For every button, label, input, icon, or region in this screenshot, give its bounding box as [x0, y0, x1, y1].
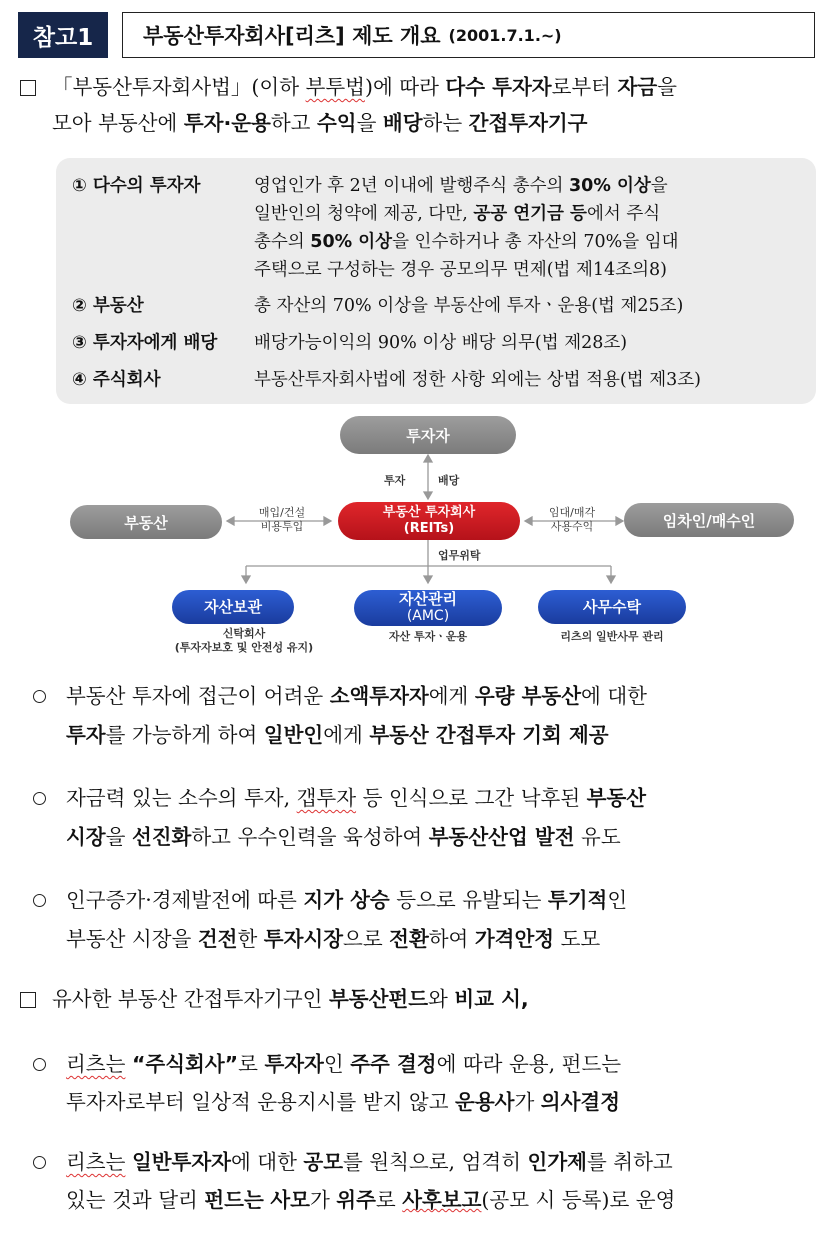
circle-bullet-icon	[33, 1058, 46, 1071]
effect-1-line-2	[66, 716, 822, 754]
effect-text: 인	[607, 888, 628, 912]
intro-text: 하는	[422, 111, 469, 135]
effect-bold: 전환	[389, 927, 429, 951]
purchase-label	[238, 506, 326, 534]
effect-bold: 일반인	[263, 723, 324, 747]
compare-2-line-2	[66, 1181, 822, 1219]
lease-text: 임대/매각	[548, 506, 596, 519]
effect-text: 에게	[428, 684, 475, 708]
req-text: 일반인의 청약에 제공, 다만,	[254, 204, 474, 224]
req-text: 을	[650, 176, 668, 196]
effect-text: 등으로 유발되는	[389, 888, 548, 912]
effect-bold: 가격안정	[474, 927, 555, 951]
reference-tag: 참고1	[18, 12, 108, 58]
compare-text: 가	[514, 1090, 541, 1114]
req-bold: 공공 연기금 등	[473, 204, 587, 224]
requirement-label: ① 다수의 투자자	[72, 176, 201, 196]
intro-text: 「부동산투자회사법」(이하	[52, 75, 306, 99]
effect-text: 부동산 투자에 접근이 어려운	[66, 684, 330, 708]
reits-node	[338, 502, 520, 540]
compare-bold: 사후보고	[402, 1188, 482, 1212]
effect-text: 을	[105, 825, 132, 849]
compare-text: 로	[238, 1052, 265, 1076]
compare-1-line-1	[66, 1045, 822, 1083]
compare-2-line-1	[66, 1143, 822, 1181]
effect-2-line-2	[66, 818, 822, 856]
effect-text: 에게	[323, 723, 370, 747]
amc-node	[354, 590, 502, 626]
compare-text: 인	[323, 1052, 351, 1076]
custody-sub: (투자자보호 및 안전성 유지)	[174, 641, 314, 654]
compare-text: 로	[375, 1188, 403, 1212]
requirement-text-line: 주택으로 구성하는 경우 공모의무 면제(법 제14조의8)	[254, 260, 667, 280]
effect-text: 하여	[428, 927, 475, 951]
compare-bold: 위주	[336, 1188, 376, 1212]
compare-abbr: 리츠는	[66, 1052, 126, 1076]
effect-text: 으로	[343, 927, 390, 951]
reits-abbr: (REITs)	[403, 521, 455, 536]
custody-sub: 신탁회사	[222, 627, 266, 640]
req-bold: 50% 이상	[310, 232, 393, 252]
intro-text: 하고	[270, 111, 317, 135]
admin-desc	[532, 630, 692, 644]
effect-text: 인구증가·경제발전에 따른	[66, 888, 304, 912]
intro-text: 로부터	[551, 75, 618, 99]
circle-bullet-icon	[33, 894, 46, 907]
intro-text: )에 따라	[364, 75, 446, 99]
requirement-label: ③ 투자자에게 배당	[72, 333, 218, 353]
req-text: 총수의	[254, 232, 311, 252]
effect-bold: 부동산산업 발전	[428, 825, 575, 849]
consign-label	[438, 549, 481, 563]
effect-bold: 시장	[66, 825, 106, 849]
effect-bold: 지가 상승	[303, 888, 390, 912]
intro-bold: 다수 투자자	[445, 75, 552, 99]
compare-abbr: 리츠는	[66, 1150, 126, 1174]
intro-bold: 배당	[382, 111, 423, 135]
effect-2-line-1	[66, 779, 822, 817]
lease-label	[528, 506, 616, 534]
effect-text: 한	[237, 927, 264, 951]
intro-text: 을	[657, 75, 677, 99]
reits-name: 부동산 투자회사	[382, 505, 476, 520]
consign-text: 업무위탁	[438, 549, 481, 562]
compare-text: 를 원칙으로, 엄격히	[343, 1150, 528, 1174]
effect-1-line-1	[66, 677, 822, 715]
effect-text: 를 가능하게 하여	[105, 723, 264, 747]
title-date: (2001.7.1.~)	[448, 25, 562, 45]
compare-bold: 공모	[303, 1150, 344, 1174]
invest-label	[384, 474, 405, 488]
req-text: 에서 주식	[586, 204, 661, 224]
intro-bold: 투자·운용	[183, 111, 271, 135]
effect-3-line-2	[66, 920, 822, 958]
effect-text: 도모	[554, 927, 601, 951]
compare-bold: 투자자	[264, 1052, 324, 1076]
dividend-text: 배당	[438, 474, 460, 487]
tenant-node: 임차인/매수인	[624, 503, 794, 537]
effect-bold: 선진화	[131, 825, 192, 849]
compare-text: 가	[309, 1188, 337, 1212]
effect-text: 자금력 있는 소수의 투자,	[66, 786, 297, 810]
compare-bold: 펀드는	[204, 1188, 264, 1212]
invest-text: 투자	[384, 474, 406, 487]
compare-text: 투자자로부터 일상적 운용지시를 받지 않고	[66, 1090, 456, 1114]
circle-bullet-icon	[33, 792, 46, 805]
amc-abbr: (AMC)	[406, 608, 450, 624]
intro-bold: 수익	[316, 111, 357, 135]
compare-text: 있는 것과 달리	[66, 1188, 205, 1212]
admin-sub: 리츠의 일반사무 관리	[560, 630, 664, 643]
compare-text: 에 따라 운용, 펀드는	[436, 1052, 622, 1076]
amc-sub: 자산 투자ㆍ운용	[388, 630, 468, 643]
effect-text: 유도	[574, 825, 621, 849]
effect-abbr: 갭투자	[296, 786, 357, 810]
dividend-label	[438, 474, 459, 488]
intro-bold: 간접투자기구	[468, 111, 588, 135]
custody-desc	[146, 627, 342, 655]
compare-heading	[52, 980, 822, 1018]
compare-bold: 운용사	[455, 1090, 515, 1114]
effect-3-line-1	[66, 881, 822, 919]
intro-bold: 자금	[617, 75, 658, 99]
page-title: 부동산투자회사[리츠] 제도 개요	[143, 24, 441, 48]
amc-desc	[358, 630, 498, 644]
amc-name: 자산관리	[399, 590, 457, 608]
effect-bold: 투자시장	[263, 927, 344, 951]
compare-bold: 사모	[270, 1188, 310, 1212]
effect-bold: 투기적	[547, 888, 608, 912]
circle-bullet-icon	[33, 1156, 46, 1169]
effect-text: 부동산 시장을	[66, 927, 198, 951]
compare-bold: 의사결정	[540, 1090, 621, 1114]
effect-bold: 부동산	[586, 786, 647, 810]
effect-bold: 부동산 간접투자 기회 제공	[369, 723, 609, 747]
custody-node: 자산보관	[172, 590, 294, 624]
revenue-text: 사용수익	[550, 520, 594, 533]
compare-bold: 일반투자자	[131, 1150, 231, 1174]
circle-bullet-icon	[33, 690, 46, 703]
compare-1-line-2	[66, 1083, 822, 1121]
requirement-label: ② 부동산	[72, 296, 144, 316]
purchase-text: 매입/건설	[258, 506, 306, 519]
requirement-text: 배당가능이익의 90% 이상 배당 의무(법 제28조)	[254, 333, 628, 353]
effect-bold: 건전	[197, 927, 238, 951]
square-bullet-icon	[20, 992, 36, 1008]
intro-abbr: 부투법	[305, 75, 365, 99]
effect-text: 등 인식으로 그간 낙후된	[356, 786, 587, 810]
compare-text: 를 취하고	[586, 1150, 673, 1174]
investor-node: 투자자	[340, 416, 516, 454]
compare-bold: “주식회사”	[131, 1052, 239, 1076]
effect-bold: 투자	[66, 723, 106, 747]
compare-text: 유사한 부동산 간접투자기구인	[52, 987, 329, 1011]
compare-bold: 인가제	[527, 1150, 587, 1174]
effect-bold: 우량 부동산	[474, 684, 581, 708]
requirement-label: ④ 주식회사	[72, 370, 161, 390]
requirement-text: 부동산투자회사법에 정한 사항 외에는 상법 적용(법 제3조)	[254, 370, 701, 390]
admin-node: 사무수탁	[538, 590, 686, 624]
cost-text: 비용투입	[260, 520, 304, 533]
requirement-text: 총 자산의 70% 이상을 부동산에 투자ㆍ운용(법 제25조)	[254, 296, 684, 316]
effect-text: 하고 우수인력을 육성하여	[191, 825, 429, 849]
req-text: 을 인수하거나 총 자산의 70%을 임대	[392, 232, 679, 252]
intro-text: 을	[356, 111, 383, 135]
compare-bold: 주주 결정	[350, 1052, 437, 1076]
compare-bold: 비교 시,	[454, 987, 529, 1011]
compare-bold: 부동산펀드	[329, 987, 429, 1011]
req-bold: 30% 이상	[569, 176, 651, 196]
effect-bold: 소액투자자	[329, 684, 429, 708]
compare-text: 와	[428, 987, 455, 1011]
intro-text: 모아 부동산에	[52, 111, 184, 135]
real-estate-node: 부동산	[70, 505, 222, 539]
compare-text: 에 대한	[230, 1150, 304, 1174]
req-text: 영업인가 후 2년 이내에 발행주식 총수의	[254, 176, 569, 196]
compare-text: (공모 시 등록)로 운영	[481, 1188, 676, 1212]
effect-text: 에 대한	[581, 684, 647, 708]
